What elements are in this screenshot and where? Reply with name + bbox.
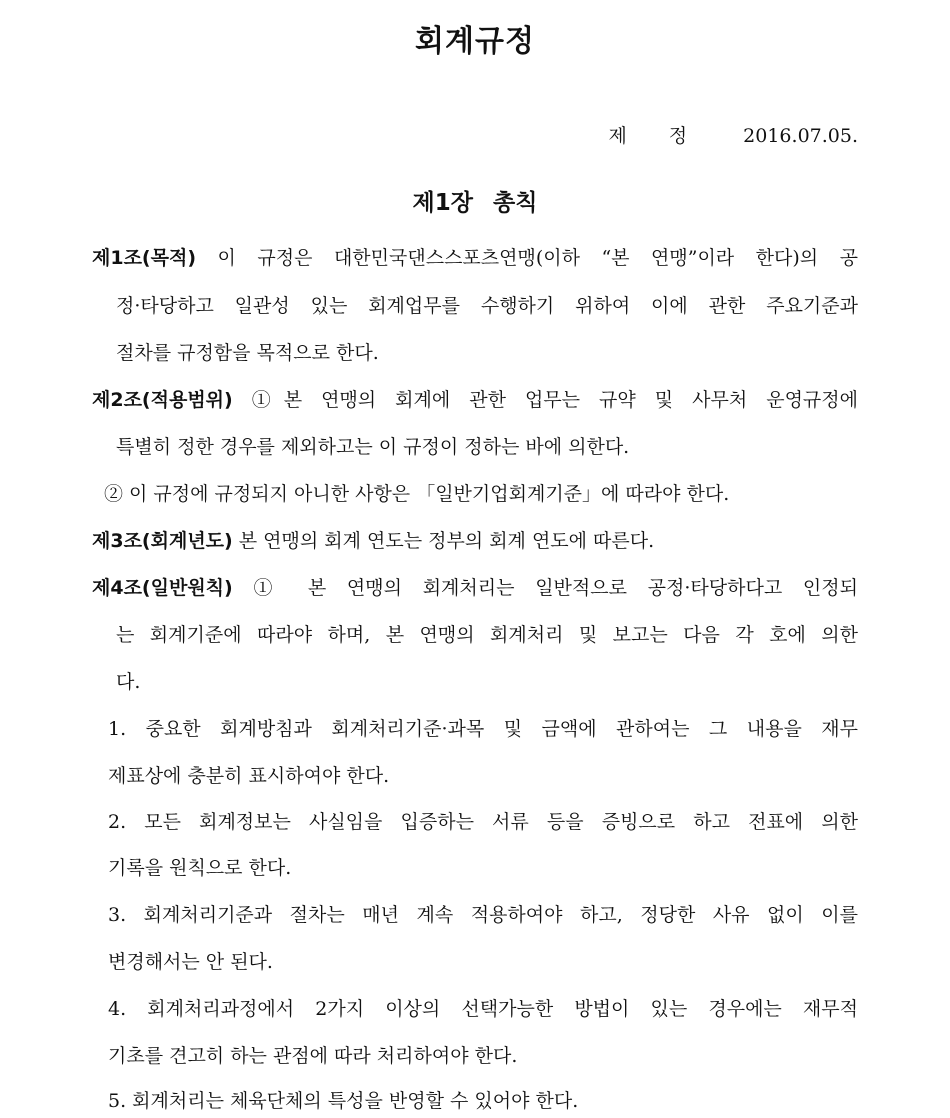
list-item-2-line-2: 기록을 원칙으로 한다. <box>108 857 292 879</box>
article-3-line-1: 제3조(회계년도) 본 연맹의 회계 연도는 정부의 회계 연도에 따른다. <box>92 530 655 552</box>
enactment-label: 제정 <box>608 125 730 147</box>
article-1-line-2: 정·타당하고 일관성 있는 회계업무를 수행하기 위하여 이에 관한 주요기준과 <box>116 295 858 317</box>
article-2-heading: 제2조(적용범위) <box>92 389 233 411</box>
article-2-line-2: 특별히 정한 경우를 제외하고는 이 규정이 정하는 바에 의한다. <box>116 436 630 458</box>
article-4-line-1: 제4조(일반원칙) ① 본 연맹의 회계처리는 일반적으로 공정·타당하다고 인정되 <box>92 577 858 599</box>
list-item-3-line-2: 변경해서는 안 된다. <box>108 951 273 973</box>
article-2-line-3: ② 이 규정에 규정되지 아니한 사항은 「일반기업회계기준」에 따라야 한다. <box>104 483 730 505</box>
list-item-4-line-2: 기초를 견고히 하는 관점에 따라 처리하여야 한다. <box>108 1045 518 1067</box>
chapter-number: 제1장 <box>412 190 473 216</box>
article-4-line-3: 다. <box>116 671 141 693</box>
article-1-heading: 제1조(목적) <box>92 247 197 269</box>
list-item-5-line-1: 5. 회계처리는 체육단체의 특성을 반영할 수 있어야 한다. <box>108 1090 579 1112</box>
chapter-name: 총칙 <box>493 190 538 216</box>
article-1-line-1: 제1조(목적) 이 규정은 대한민국댄스스포츠연맹(이하 “본 연맹”이라 한다)의 공 <box>92 247 858 269</box>
article-3-heading: 제3조(회계년도) <box>92 530 233 552</box>
list-item-2-line-1: 2. 모든 회계정보는 사실임을 입증하는 서류 등을 증빙으로 하고 전표에 의한 <box>108 811 858 833</box>
enactment-line <box>608 121 858 148</box>
list-item-3-line-1: 3. 회계처리기준과 절차는 매년 계속 적용하여야 하고, 정당한 사유 없이 이를 <box>108 904 858 926</box>
article-4-line-2: 는 회계기준에 따라야 하며, 본 연맹의 회계처리 및 보고는 다음 각 호에 의한 <box>116 624 858 646</box>
article-2-line-1: 제2조(적용범위) ①본 연맹의 회계에 관한 업무는 규약 및 사무처 운영규정에 <box>92 389 858 411</box>
list-item-1-line-1: 1. 중요한 회계방침과 회계처리기준·과목 및 금액에 관하여는 그 내용을 재무 <box>108 718 858 740</box>
chapter-heading <box>0 184 950 217</box>
article-4-heading: 제4조(일반원칙) <box>92 577 233 599</box>
list-item-4-line-1: 4. 회계처리과정에서 2가지 이상의 선택가능한 방법이 있는 경우에는 재무적 <box>108 998 858 1020</box>
article-1-line-3: 절차를 규정함을 목적으로 한다. <box>116 342 379 364</box>
document-title: 회계규정 <box>415 24 535 59</box>
list-item-1-line-2: 제표상에 충분히 표시하여야 한다. <box>108 765 390 787</box>
enactment-date: 2016.07.05. <box>743 125 858 147</box>
